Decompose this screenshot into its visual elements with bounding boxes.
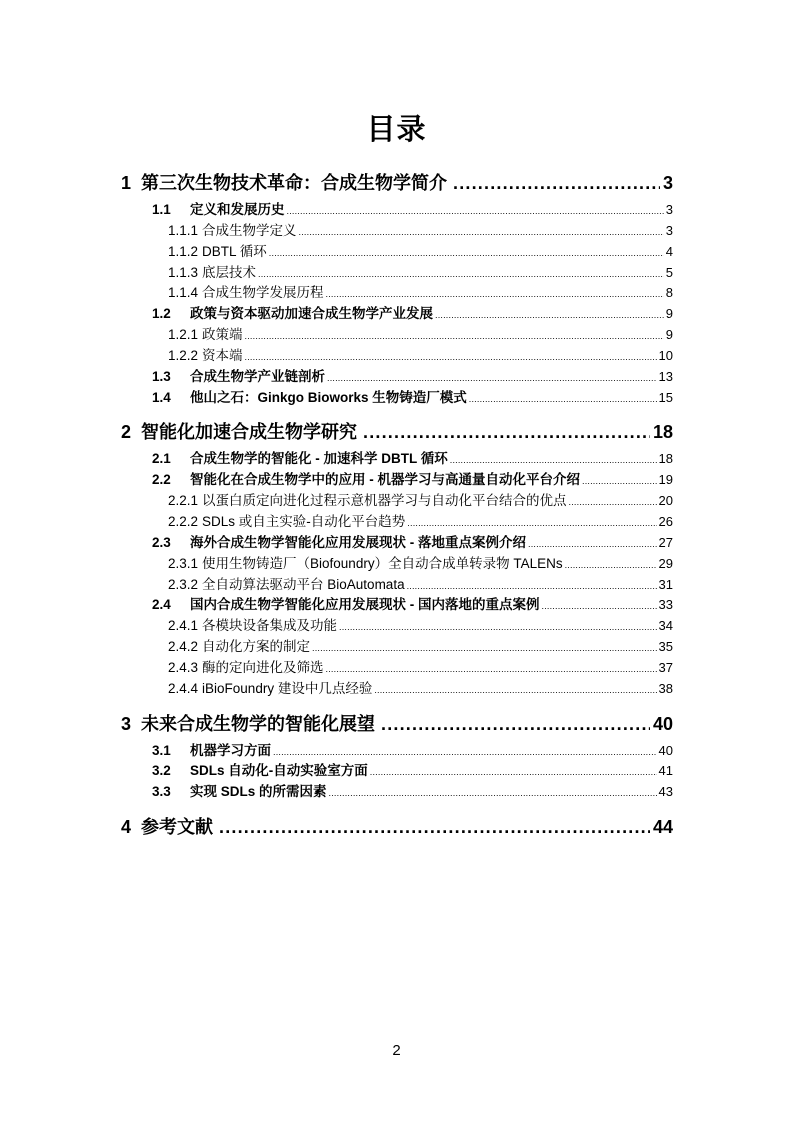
toc-dot-leader (245, 326, 664, 347)
toc-number: 2 (121, 422, 132, 443)
toc-number: 2.2.2 (168, 513, 199, 529)
toc-subsection-2-2-1[interactable] (121, 491, 673, 512)
toc-dot-leader (326, 284, 664, 305)
toc-title: 参考文献 (141, 817, 213, 838)
toc-page-number: 38 (658, 680, 673, 696)
toc-chapter-4[interactable] (121, 813, 673, 841)
toc-number: 2.3 (152, 534, 171, 550)
toc-title: 使用生物铸造厂（Biofoundry）全自动合成单转录物 TALENs (202, 555, 563, 571)
toc-number: 1 (121, 173, 132, 193)
toc-title: 国内合成生物学智能化应用发展现状 - 国内落地的重点案例 (190, 597, 540, 613)
toc-page-number: 13 (658, 368, 673, 384)
toc-page-number: 15 (658, 389, 673, 405)
toc-number: 1.1 (152, 202, 171, 217)
toc-title: 合成生物学定义 (202, 222, 297, 238)
toc-page-number: 9 (665, 327, 673, 343)
toc-section-3-2[interactable] (121, 761, 673, 782)
toc-number: 3.1 (152, 742, 171, 758)
toc-title: 合成生物学产业链剖析 (190, 368, 325, 384)
toc-title: 酶的定向进化及筛选 (202, 659, 324, 675)
toc-number: 2.2 (152, 472, 171, 488)
toc-title: 底层技术 (202, 264, 257, 280)
toc-page-number: 5 (665, 264, 673, 280)
toc-dot-leader (582, 471, 657, 492)
toc-title: 智能化加速合成生物学研究 (141, 422, 357, 443)
toc-title: DBTL 循环 (202, 243, 267, 259)
toc-title: 政策端 (202, 327, 243, 343)
toc-title: 以蛋白质定向进化过程示意机器学习与自动化平台结合的优点 (202, 493, 567, 509)
toc-dot-leader (245, 347, 657, 368)
toc-page-number: 3 (665, 202, 673, 217)
toc-title: iBioFoundry 建设中几点经验 (202, 680, 373, 696)
toc-page-number: 10 (658, 347, 673, 363)
toc-title: 实现 SDLs 的所需因素 (190, 784, 327, 800)
toc-dot-leader (258, 264, 664, 285)
toc-number: 3.3 (152, 784, 171, 800)
toc-dot-leader (381, 710, 650, 738)
toc-title: 合成生物学发展历程 (202, 285, 324, 301)
toc-page-number: 20 (658, 493, 673, 509)
toc-number: 2.4.4 (168, 680, 199, 696)
toc-page-number: 34 (658, 618, 673, 634)
toc-dot-leader (219, 813, 650, 841)
toc-number: 3.2 (152, 763, 171, 779)
toc-section-3-1[interactable] (121, 741, 673, 762)
toc-subsection-1-2-2[interactable] (121, 346, 673, 367)
toc-page-number: 4 (665, 243, 673, 259)
toc-dot-leader (273, 742, 657, 763)
toc-dot-leader (329, 783, 657, 804)
toc-page-number: 31 (658, 576, 673, 592)
toc-subsection-1-1-1[interactable] (121, 221, 673, 242)
toc-title: 第三次生物技术革命：合成生物学简介 (141, 173, 447, 193)
toc-number: 2.1 (152, 451, 171, 467)
toc-title: 资本端 (202, 347, 243, 363)
toc-page-number: 19 (658, 472, 673, 488)
toc-dot-leader (569, 492, 657, 513)
toc-page-number: 44 (652, 817, 673, 838)
toc-number: 1.2 (152, 306, 171, 322)
toc-dot-leader (469, 389, 657, 410)
toc-number: 2.3.1 (168, 555, 199, 571)
toc-number: 2.4.3 (168, 659, 199, 675)
toc-title: 海外合成生物学智能化应用发展现状 - 落地重点案例介绍 (190, 534, 526, 550)
toc-section-2-3[interactable] (121, 533, 673, 554)
toc-number: 1.2.2 (168, 347, 199, 363)
toc-number: 4 (121, 817, 132, 838)
toc-title: 自动化方案的制定 (202, 639, 311, 655)
toc-page-number: 43 (658, 784, 673, 800)
toc-section-1-1[interactable] (121, 200, 673, 221)
toc-section-2-1[interactable] (121, 449, 673, 470)
toc-section-2-4[interactable] (121, 595, 673, 616)
toc-page-number: 18 (652, 422, 673, 443)
toc-dot-leader (435, 305, 664, 326)
toc-page-number: 29 (658, 555, 673, 571)
toc-number: 1.1.3 (168, 264, 199, 280)
toc-number: 1.1.4 (168, 285, 199, 301)
toc-number: 3 (121, 713, 132, 734)
toc-dot-leader (363, 418, 650, 446)
toc-dot-leader (326, 659, 657, 680)
toc-title: 合成生物学的智能化 - 加速科学 DBTL 循环 (190, 451, 448, 467)
toc-dot-leader (370, 762, 657, 783)
toc-subsection-2-4-4[interactable] (121, 679, 673, 700)
toc-dot-leader (374, 680, 656, 701)
toc-subsection-2-3-1[interactable] (121, 554, 673, 575)
toc-title: 全自动算法驱动平台 BioAutomata (202, 576, 405, 592)
toc-subsection-1-1-2[interactable] (121, 242, 673, 263)
toc-section-1-4[interactable] (121, 388, 673, 409)
toc-subsection-1-1-3[interactable] (121, 263, 673, 284)
toc-number: 2.4 (152, 597, 171, 613)
toc-dot-leader (339, 617, 657, 638)
toc-title: SDLs 自动化-自动实验室方面 (190, 763, 368, 779)
toc-dot-leader (528, 534, 657, 555)
toc-page-number: 8 (665, 285, 673, 301)
page-number: 2 (392, 1042, 401, 1059)
toc-chapter-2[interactable] (121, 418, 673, 446)
toc-subsection-1-1-4[interactable] (121, 283, 673, 304)
toc-title: 未来合成生物学的智能化展望 (141, 713, 375, 734)
toc-dot-leader (269, 243, 664, 264)
toc-dot-leader (453, 169, 660, 197)
toc-page-number: 40 (658, 742, 673, 758)
toc-page-number: 33 (658, 597, 673, 613)
toc-title: 政策与资本驱动加速合成生物学产业发展 (190, 306, 433, 322)
toc-title: SDLs 或自主实验-自动化平台趋势 (202, 513, 406, 529)
toc-dot-leader (407, 576, 657, 597)
toc-page-number: 3 (662, 173, 673, 193)
toc-subsection-2-4-3[interactable] (121, 658, 673, 679)
toc-section-1-3[interactable] (121, 367, 673, 388)
toc-dot-leader (327, 368, 657, 389)
toc-number: 1.1.1 (168, 222, 199, 238)
toc-title: 机器学习方面 (190, 742, 271, 758)
table-of-contents (121, 159, 673, 844)
toc-title: 各模块设备集成及功能 (202, 618, 338, 634)
toc-section-3-3[interactable] (121, 782, 673, 803)
toc-subsection-2-4-2[interactable] (121, 637, 673, 658)
toc-dot-leader (450, 450, 657, 471)
toc-dot-leader (565, 555, 657, 576)
toc-subsection-2-4-1[interactable] (121, 616, 673, 637)
toc-dot-leader (312, 638, 657, 659)
toc-page-number: 35 (658, 639, 673, 655)
toc-page-number: 3 (665, 222, 673, 238)
toc-number: 2.4.1 (168, 618, 199, 634)
toc-page-number: 41 (658, 763, 673, 779)
toc-page-number: 18 (658, 451, 673, 467)
toc-section-1-2[interactable] (121, 304, 673, 325)
toc-page-number: 26 (658, 513, 673, 529)
toc-dot-leader (407, 513, 656, 534)
toc-section-2-2[interactable] (121, 470, 673, 491)
toc-number: 2.3.2 (168, 576, 199, 592)
toc-title: 智能化在合成生物学中的应用 - 机器学习与高通量自动化平台介绍 (190, 472, 580, 488)
toc-page-number: 9 (665, 306, 673, 322)
toc-number: 1.3 (152, 368, 171, 384)
toc-dot-leader (287, 201, 664, 222)
toc-page-number: 27 (658, 534, 673, 550)
toc-subsection-1-2-1[interactable] (121, 325, 673, 346)
toc-number: 2.2.1 (168, 493, 199, 509)
toc-number: 2.4.2 (168, 639, 199, 655)
toc-title: 定义和发展历史 (190, 202, 285, 217)
toc-subsection-2-3-2[interactable] (121, 575, 673, 596)
toc-dot-leader (542, 596, 657, 617)
toc-number: 1.4 (152, 389, 171, 405)
toc-subsection-2-2-2[interactable] (121, 512, 673, 533)
page-title: 目录 (366, 114, 427, 146)
toc-number: 1.2.1 (168, 327, 199, 343)
toc-title: 他山之石：Ginkgo Bioworks 生物铸造厂模式 (190, 389, 467, 405)
toc-dot-leader (299, 222, 664, 243)
toc-page-number: 37 (658, 659, 673, 675)
toc-page-number: 40 (652, 713, 673, 734)
toc-chapter-3[interactable] (121, 710, 673, 738)
toc-number: 1.1.2 (168, 243, 199, 259)
toc-chapter-1[interactable] (121, 169, 673, 197)
